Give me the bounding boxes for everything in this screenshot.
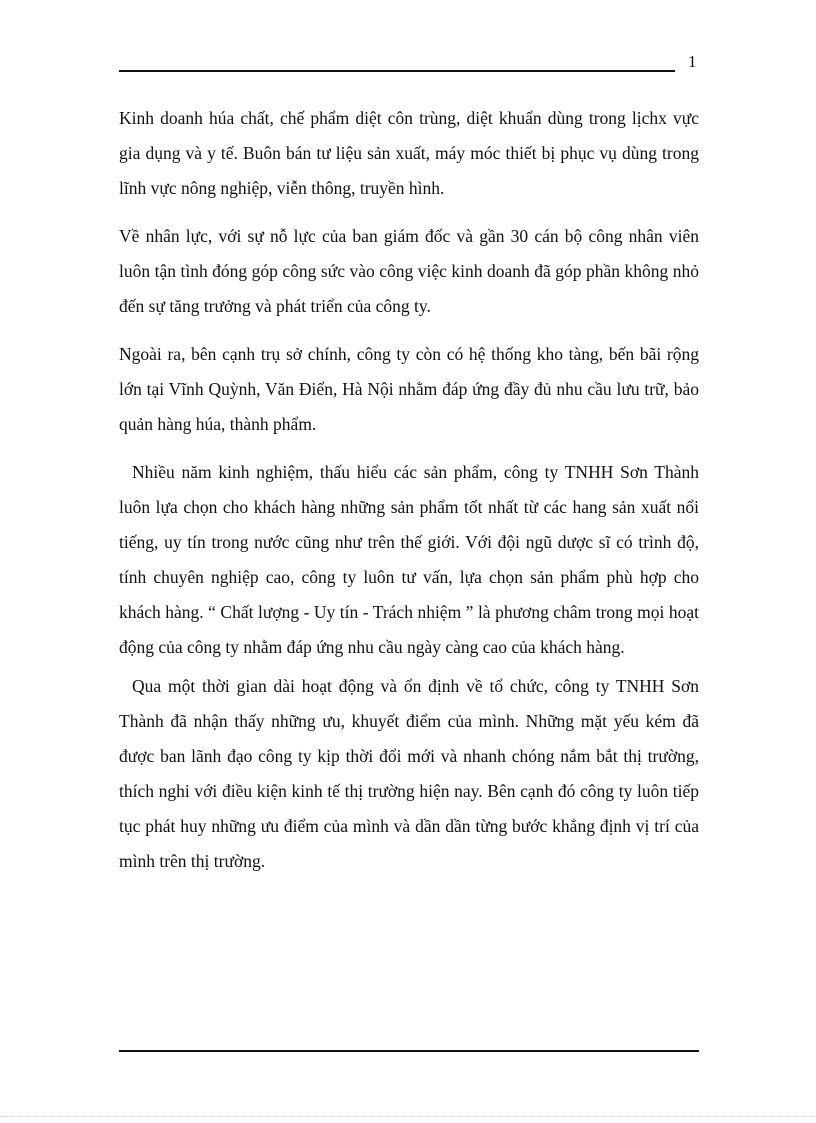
paragraph-human-resources: Về nhân lực, với sự nỗ lực của ban giám đốc và gần 30 cán bộ công nhân viên luôn tận tình đóng góp công sức vào công việc kinh doanh đã góp phần không nhỏ đến sự tăng trưởng và phát triển của công ty.	[119, 226, 699, 316]
paragraph-business-scope: Kinh doanh húa chất, chế phẩm diệt côn trùng, diệt khuẩn dùng trong lịchx vực gia dụng và y tế. Buôn bán tư liệu sản xuất, máy móc thiết bị phục vụ dùng trong lĩnh vực nông nghiệp, viễn thông, truyền hình.	[119, 108, 699, 198]
paragraph-experience: Nhiều năm kinh nghiệm, thấu hiểu các sản phẩm, công ty TNHH Sơn Thành luôn lựa chọn cho khách hàng những sản phẩm tốt nhất từ các hang sản xuất nổi tiếng, uy tín trong nước cũng như trên thế giới. Với đội ngũ dược sĩ có trình độ, tính chuyên nghiệp cao, công ty luôn tư vấn, lựa chọn sản phẩm phù hợp cho khách hàng. “ Chất lượng - Uy tín - Trách nhiệm ” là phương châm trong mọi hoạt động của công ty nhằm đáp ứng nhu cầu ngày càng cao của khách hàng.	[119, 462, 699, 657]
document-body	[119, 101, 699, 879]
page-number: 1	[688, 52, 697, 71]
header-rule	[119, 70, 675, 72]
page-bottom-dotted-line	[0, 1116, 816, 1117]
paragraph-development: Qua một thời gian dài hoạt động và ổn định về tổ chức, công ty TNHH Sơn Thành đã nhận thấy những ưu, khuyết điểm của mình. Những mặt yếu kém đã được ban lãnh đạo công ty kịp thời đổi mới và nhanh chóng nắm bắt thị trường, thích nghi với điều kiện kinh tế thị trường hiện nay. Bên cạnh đó công ty luôn tiếp tục phát huy những ưu điểm của mình và dần dần từng bước khẳng định vị trí của mình trên thị trường.	[119, 676, 699, 871]
paragraph-warehouses: Ngoài ra, bên cạnh trụ sở chính, công ty còn có hệ thống kho tàng, bến bãi rộng lớn tại Vĩnh Quỳnh, Văn Điển, Hà Nội nhằm đáp ứng đầy đủ nhu cầu lưu trữ, bảo quản hàng húa, thành phẩm.	[119, 344, 699, 434]
footer-rule	[119, 1050, 699, 1052]
